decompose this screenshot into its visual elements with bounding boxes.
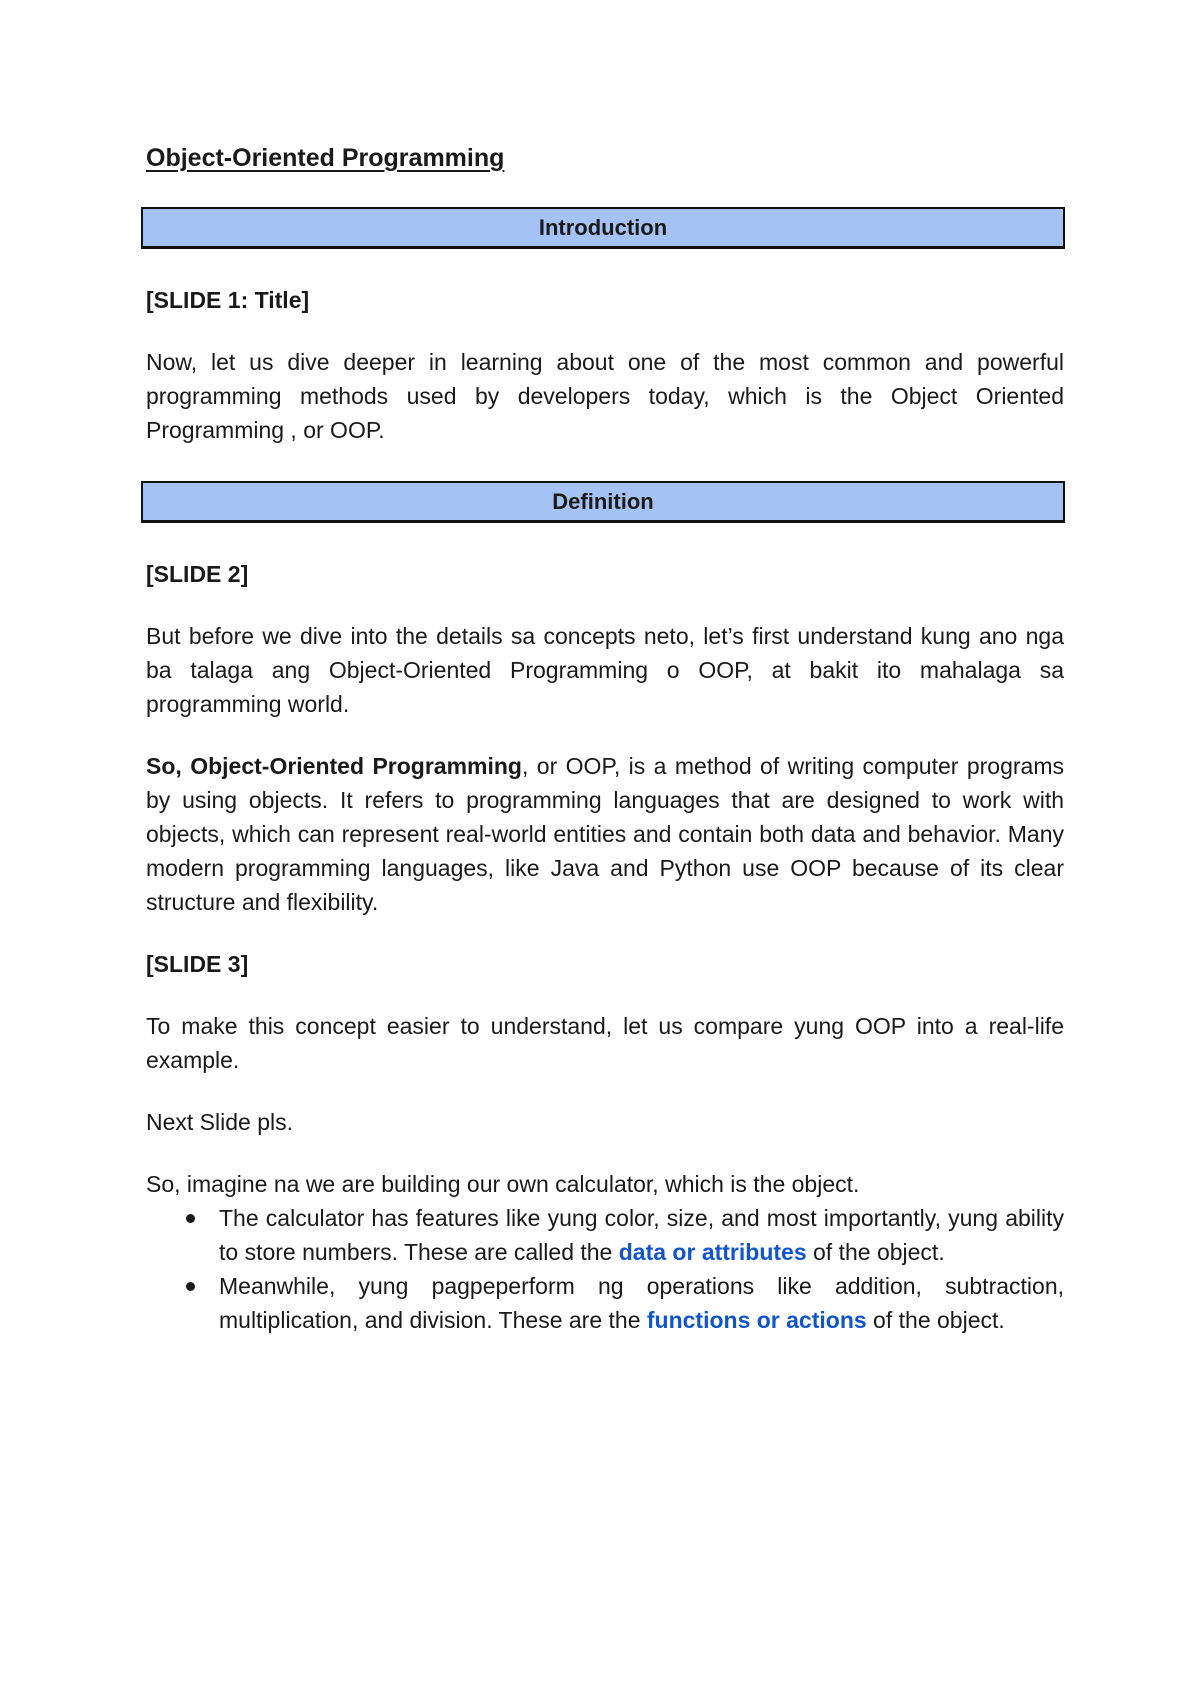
calculator-intro: So, imagine na we are building our own calculator, which is the object. bbox=[146, 1171, 860, 1197]
bullet-highlight: data or attributes bbox=[618, 1239, 807, 1265]
bullet-text-end: of the object. bbox=[866, 1307, 1005, 1333]
calculator-bullet-list bbox=[146, 1201, 1064, 1337]
section-header-definition: Definition bbox=[141, 481, 1065, 523]
list-item bbox=[146, 1201, 1064, 1269]
next-slide-note: Next Slide pls. bbox=[146, 1109, 294, 1135]
oop-definition-paragraph bbox=[146, 749, 1064, 919]
document-title: Object-Oriented Programming bbox=[146, 144, 505, 172]
document-page bbox=[146, 140, 1064, 1337]
bullet-text: The calculator has features like yung color, size, and most importantly, yung ability to store numbers. These are called the bbox=[219, 1205, 1064, 1265]
bullet-text-end: of the object. bbox=[806, 1239, 945, 1265]
bullet-icon bbox=[186, 1214, 195, 1223]
intro-paragraph: Now, let us dive deeper in learning about one of the most common and powerful programming methods used by developers today, which is the Object Oriented Programming , or OOP. bbox=[146, 349, 1064, 443]
bullet-text: Meanwhile, yung pagpeperform ng operations like addition, subtraction, multiplication, and division. These are the bbox=[219, 1273, 1064, 1333]
bullet-highlight: functions or actions bbox=[646, 1307, 867, 1333]
slide-3-label: [SLIDE 3] bbox=[146, 951, 249, 977]
slide-3-paragraph: To make this concept easier to understand, let us compare yung OOP into a real-life example. bbox=[146, 1013, 1064, 1073]
list-item bbox=[146, 1269, 1064, 1337]
oop-definition-text: , or OOP, is a method of writing computer programs by using objects. It refers to programming languages that are designed to work with objects, which can represent real-world entities and contain both data and behavior. Many modern programming languages, like Java and Python use OOP because of its clear structure and flexibility. bbox=[146, 753, 1064, 915]
section-header-introduction: Introduction bbox=[141, 207, 1065, 249]
slide-2-label: [SLIDE 2] bbox=[146, 561, 249, 587]
oop-definition-bold: So, Object-Oriented Programming bbox=[146, 753, 522, 779]
slide-1-label: [SLIDE 1: Title] bbox=[146, 287, 310, 313]
bullet-icon bbox=[186, 1282, 195, 1291]
slide-2-paragraph: But before we dive into the details sa concepts neto, let’s first understand kung ano nga ba talaga ang Object-Oriented Programming o OOP, at bakit ito mahalaga sa programming world. bbox=[146, 623, 1064, 717]
